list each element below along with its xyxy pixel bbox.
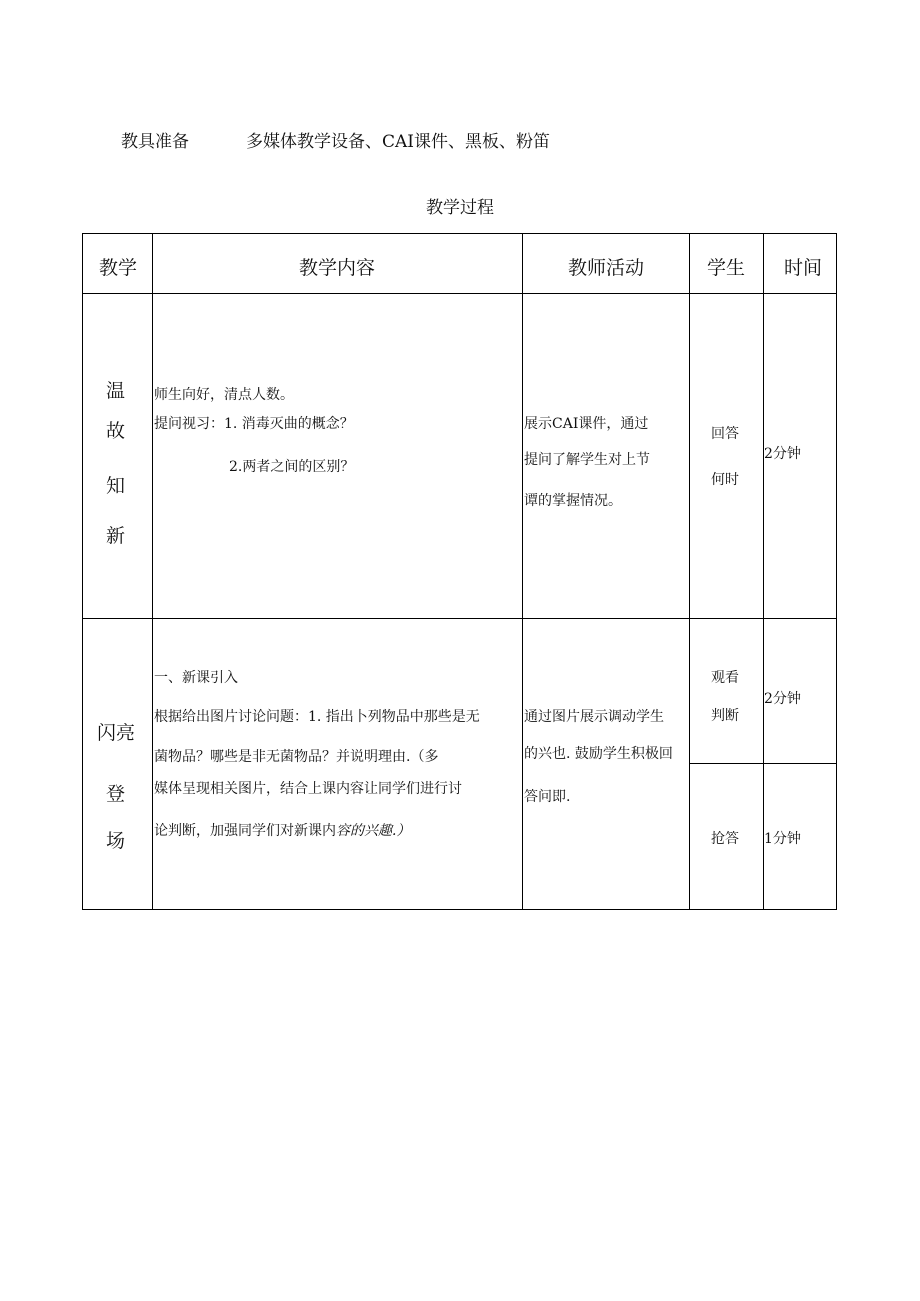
content-line: 根据给出图片讨论问题：1. 指出卜列物品中那些是无 bbox=[154, 709, 480, 725]
student-line: 判断 bbox=[711, 708, 739, 724]
content-line: 菌物品？哪些是非无菌物品？并说明理由.（多 bbox=[154, 749, 439, 765]
student-line: 抢答 bbox=[711, 831, 739, 847]
content-line: 媒体呈现相关图片，结合上课内容让同学们进行讨 bbox=[154, 781, 462, 797]
row-divider bbox=[82, 618, 837, 619]
stage-char: 场 bbox=[106, 830, 126, 852]
header-content: 教学内容 bbox=[299, 257, 376, 279]
header-stage: 教学 bbox=[99, 257, 138, 279]
stage-char: 温 bbox=[106, 380, 126, 402]
content-text: 容的兴趣.） bbox=[336, 823, 411, 839]
row-divider bbox=[82, 293, 837, 294]
content-line: 提问视习：1. 消毒灭曲的概念？ bbox=[154, 416, 354, 432]
stage-char: 闪亮 bbox=[97, 722, 136, 744]
prep-line bbox=[121, 127, 550, 152]
stage-char: 登 bbox=[106, 783, 126, 805]
prep-value: 多媒体教学设备、CAI课件、黑板、粉笛 bbox=[246, 132, 550, 152]
time-cell: 1分钟 bbox=[764, 831, 801, 847]
stage-char: 知 bbox=[106, 475, 126, 497]
col-divider bbox=[152, 233, 153, 910]
table-border bbox=[82, 233, 837, 910]
process-table bbox=[82, 233, 837, 910]
col-divider bbox=[689, 233, 690, 910]
header-teacher: 教师活动 bbox=[568, 257, 645, 279]
student-line: 观看 bbox=[711, 670, 739, 686]
teacher-line: 答问即. bbox=[524, 789, 571, 805]
content-text: 论判断，加强同学们对新课内 bbox=[154, 823, 336, 839]
student-line: 何时 bbox=[711, 472, 739, 488]
content-line: 师生向好，清点人数。 bbox=[154, 387, 294, 403]
teacher-line: 提问了解学生对上节 bbox=[524, 452, 650, 468]
col-divider bbox=[763, 233, 764, 910]
header-time: 时间 bbox=[784, 257, 823, 279]
teacher-line: 展示CAI课件，通过 bbox=[524, 416, 649, 432]
header-student: 学生 bbox=[707, 257, 746, 279]
stage-char: 新 bbox=[106, 525, 126, 547]
content-line bbox=[154, 820, 410, 840]
stage-char: 故 bbox=[106, 420, 126, 442]
time-cell: 2分钟 bbox=[764, 691, 801, 707]
teacher-line: 通过图片展示调动学生 bbox=[524, 709, 664, 725]
page-title: 教学过程 bbox=[426, 198, 494, 218]
content-line: 2.两者之间的区别？ bbox=[229, 459, 355, 475]
student-line: 回答 bbox=[711, 426, 739, 442]
content-line: 一、新课引入 bbox=[154, 670, 238, 686]
teacher-line: 谭的掌握情况。 bbox=[524, 493, 622, 509]
teacher-line: 的兴也. 鼓励学生积极回 bbox=[524, 746, 673, 762]
col-divider bbox=[522, 233, 523, 910]
prep-label: 教具准备 bbox=[121, 132, 189, 152]
row-divider bbox=[689, 763, 837, 764]
time-cell: 2分钟 bbox=[764, 446, 801, 462]
